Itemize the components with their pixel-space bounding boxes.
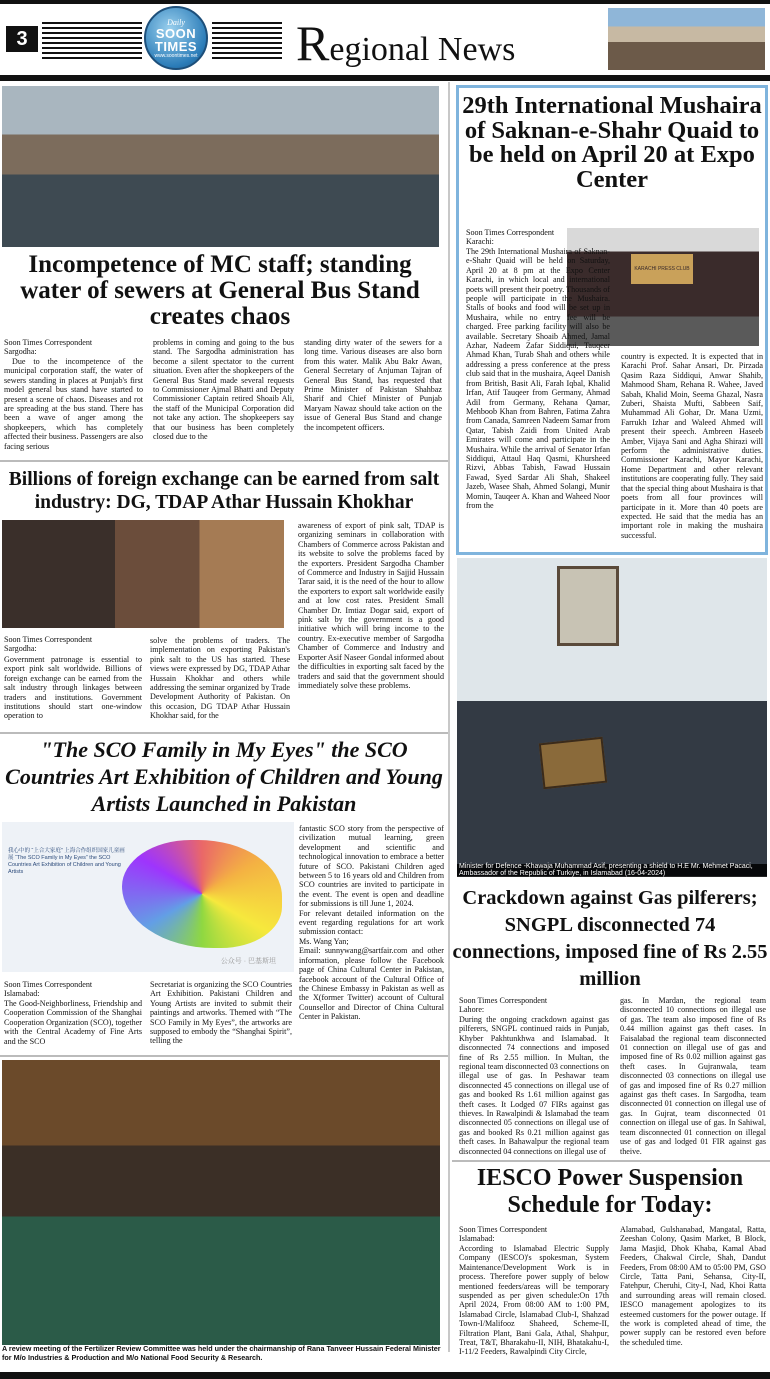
- sco-col-3-para: Email: sunnywang@sartfair.com and other information, please follow the Facebook page of China Cultural Center in Pakistan, facebook account of the Cultural Office of the Chinese Embassy in Pakistan as well as the X(former Twitter) account of Cultural Counsellor and Director of China Cultural Center in Pakistan.: [299, 946, 444, 1022]
- sco-byline-name: Soon Times Correspondent: [4, 980, 93, 989]
- salt-headline: Billions of foreign exchange can be earned from salt industry: DG, TDAP Athar Hussain Khokhar: [8, 469, 440, 513]
- defence-caption: Minister for Defence -Khawaja Muhammad Asif, presenting a shield to H.E Mr. Mehmet Pacaci, Ambassador of the Republic of Turkiye, in Islamabad (16-04-2024): [457, 864, 767, 877]
- logo-small-text: Daily: [167, 18, 185, 27]
- sco-byline-place: Islamabad:: [4, 989, 40, 999]
- mushaira-col-2: country is expected. It is expected that in Karachi Prof. Sahar Ansari, Dr. Pirzada Qasim Raza Siddiqui, Anwar Shahib, Mahmood Sham, Rehana R. Wahee, Javed Sabah, Khalid Moin, Seema Ghazal, Nasra Zuberi, Shaista Mufti, Sabbeen Saif, Muhammad Ali Gohar, Dr. Mana Uzmi, Farrukh Izhar and Waleed Ahmed will present their speech. Ambreen Haseeb Amber, Vijaya Sani and Agha Shirazi will perform the administrative duties. Commissioner Karachi, Mayor Karachi, Home Department and other relevant institutions are cooperating fully. They said that the special thing about Mushaira is that poets from all four provinces will participate in it. More than 40 poets are expected. He said that the media has an important role in making the mushaira successful.: [621, 352, 763, 540]
- sco-headline: "The SCO Family in My Eyes" the SCO Countries Art Exhibition of Children and Young Artists Launched in Pakistan: [5, 737, 443, 816]
- gas-byline: [459, 996, 609, 1015]
- poster-artwork: [122, 840, 282, 948]
- mushaira-byline: [466, 228, 566, 247]
- salt-byline-place: Sargodha:: [4, 644, 37, 654]
- sco-col-3-para: For relevant detailed information on the event regarding regulations for art work submission contact:: [299, 908, 444, 937]
- column-divider: [448, 82, 450, 1352]
- mc-headline: Incompetence of MC staff; standing water of sewers at General Bus Stand creates chaos: [20, 251, 420, 330]
- logo-url: www.soontimes.net: [154, 53, 198, 59]
- section-title-rest: egional News: [329, 31, 516, 68]
- mushaira-headline: 29th International Mushaira of Saknan-e-Shahr Quaid to be held on April 20 at Expo Center: [462, 92, 762, 193]
- sco-col-3: [299, 824, 444, 1022]
- salt-col-3: awareness of export of pink salt, TDAP is organizing seminars in collaboration with Chambers of Commerce across Pakistan and its website to solve the problems faced by the exporters. President Sargodha Chamber of Commerce and Industry in Sajjid Hussain Tarar said, it is the need of the hour to allow the exporters to export salt worldwide easily and at low cost rates. President Small Chamber Dr. Imtiaz Dogar said, export of pink salt by the government is a good initiative which will bring income to the country. Ex-executive member of Sargodha Chamber of Commerce and Industry and Exporter Asif Naseer Gondal informed about the difficulties in exporting salt faced by the traders and said that the government should immediately solve these problems.: [298, 521, 444, 690]
- fertilizer-meeting-photo: [2, 1060, 440, 1345]
- gas-headline: Crackdown against Gas pilferers; SNGPL disconnected 74 connections, imposed fine of Rs 2.55 million: [452, 887, 768, 990]
- defence-minister-shield-photo: [457, 558, 767, 876]
- top-rule: [0, 0, 770, 4]
- mushaira-byline-name: Soon Times Correspondent: [466, 228, 555, 237]
- press-club-banner: KARACHI PRESS CLUB: [631, 254, 693, 284]
- gas-col-2: gas. In Mardan, the regional team disconnected 10 connections on illegal use of gas. The team also imposed fine of Rs 0.44 million against gas theft cases. In Faisalabad the regional team disconnected 01 connection on illegal use of gas and imposed fine of Rs 0.02 million against gas theft cases. In Gujranwala, team disconnected 03 connections on illegal use of gas and imposed fine of Rs 0.27 million against gas theft cases. In Sargodha, team disconnected 01 connection on illegal use of gas. In Gujrat, team disconnected 01 connection on illegal use of gas. In Sahiwal, team disconnected 01 connection on illegal use of gas and lodged 01 FIR against gas theive.: [620, 996, 766, 1156]
- section-divider: [0, 1055, 448, 1057]
- iesco-col-1: According to Islamabad Electric Supply Company (IESCO)'s spokesman, System Maintenance/Development Work is in process. Therefore power supply of below mentioned feeders/areas will be temporary suspended as per given schedule:On 17th April 2024, From 08:00 AM to 1:00 PM, Islamabad Circle, Islamabad Club-I, Shahzad Town-I/Malifooz Shaheed, Scheme-II, Filtration Plant, Bani Gala, Athal, Shahpur, Treat, T&T, Bharakahu-II, NIH, Bhatakahu-I, I-11/2 Feeders, Rawalpindi City Circle,: [459, 1244, 609, 1357]
- sco-col-1: The Good-Neighborliness, Friendship and Cooperation Commission of the Shanghai Cooperation Organization (SCO), together with the Central Academy of Fine Arts and the SCO: [4, 999, 142, 1046]
- iesco-col-2: Alamabad, Gulshanabad, Mangatal, Ratta, Zeeshan Colony, Qasim Market, B Block, Jama Masjid, Dhok Khaba, Kamal Abad Feeders, Chakwal Circle, Shah, Dandut Feeders, From 08:00 AM to 05:00 PM, GSO Circle, Tatta Pani, Sehansa, City-II, Fatehpur, Cheruhi, City-I, Nad, Khoi Ratta and surrounding areas will remain closed. IESCO management apologizes to its esteemed customers for the power outage. If the work is completed ahead of time, the power supply can be restored even before the scheduled time.: [620, 1225, 766, 1347]
- section-divider: [452, 1160, 770, 1162]
- logo-name: SOON TIMES: [154, 26, 198, 54]
- sco-col-3-para: Ms. Wang Yan;: [299, 936, 349, 946]
- salt-byline: [4, 635, 144, 654]
- masthead-stripes-left: [42, 22, 142, 62]
- meeting-caption: A review meeting of the Fertilizer Review Committee was held under the chairmanship of Rana Tanveer Hussain Federal Minister for M/o Industries & Production and M/o National Food Security & Research.: [2, 1344, 441, 1362]
- newspaper-logo[interactable]: [144, 6, 208, 70]
- gas-col-1: During the ongoing crackdown against gas pilferers, SNGPL continued raids in Punjab, Khyber Pakhtunkhwa and Islamabad. It disconnected 74 connections and imposed fine of Rs 2.55 million. In Multan, the regional team disconnected 03 connections on illegal use of gas. In Peshawar team disconnected 45 connections on illegal use of gas and booked Rs 1.61 million against gas theft cases. It Lodged 07 FIRs against gas thieves. In Rawalpindi & Islamabad the team disconnected 05 connections on illegal use of gas and booked Rs 0.21 million against gas theft cases. In Bahawalpur the regional team disconnected 04 connections on illegal use of: [459, 1015, 609, 1156]
- flooded-bus-stand-photo: [2, 86, 439, 247]
- tdap-seminar-photo: [2, 520, 284, 628]
- section-divider: [0, 460, 448, 462]
- mc-col-3: standing dirty water of the sewers for a long time. Various diseases are also born from this water. Malik Abu Bakr Awan, General Secretary of Anjuman Tajran of General Bus Stand, has requested that Prime Minister of Pakistan Shahbaz Sharif and Chief Minister of Punjab Maryam Nawaz should take action on the issue of General Bus Stand and change the incompetent officers.: [304, 338, 442, 432]
- mc-col-2: problems in coming and going to the bus stand. The Sargodha administration has become a silent spectator to the current situation. Even after the shopkeepers of the General Bus Stand made several requests to Commissioner Ajmal Bhatti and Deputy Commissioner Captain retired Shoaib Ali, the staff of the Municipal Corporation did not take any action. The shopkeepers say that our business has been completely closed due to the: [153, 338, 294, 442]
- mc-col-1: Due to the incompetence of the municipal corporation staff, the water of sewers standing in places at Punjab's first model general bus stand have started to present a scene of chaos. Diseases and rot are spreading at the bus stand. There has been a wave of anger among the shopkeepers, which has completely affected their business. Passengers are also facing serious: [4, 357, 143, 451]
- sco-byline: [4, 980, 144, 999]
- iesco-byline-place: Islamabad:: [459, 1234, 495, 1244]
- bottom-rule: [0, 1372, 770, 1379]
- mushaira-byline-place: Karachi:: [466, 237, 494, 247]
- page-number: 3: [6, 26, 38, 52]
- mushaira-col-1: The 29th International Mushaira of Saknan-e-Shahr Quaid will be held on Saturday, April 20 at 8 pm at the Expo Center Karachi, in which local and international poets will present their poetry. Thousands of people will participate in the Mushaira. Stalls of books and food will be set up in Mushaira, while no entry fee will be charged. Free parking facility will also be available. Secretary Shoaib Ahmed, Jamal Azhar, Nadeem Zafar Siddiqui, Tauqeer Ahmad Khan, Turab Shah and others while addressing a press conference at the press club said that in the mushaira, Aqeel Danish from British, Basit Ali, Farah Iqbal, Khalid Irfan, Atif Tauqeer from Germany, Ahmad Adil from Germany, Rehana Qamar, Mehboob Khan from Bahren, Fatima Zahra from Canada, Samreen Nadeem Samar from Qatar, Tabish Zaidi from United Arab Emirates will come and participate in the Mushaira. While the arrival of Senator Irfan Siddiqui, Attaul Haq Qasmi, Khursheed Rizvi, Abbas Tabish, Fawad Hussain Fawad, Syed Sardar Ali Shah, Shakeel Jazeb, Wasee Shah, Ahmed Solangi, Munir Momin, Tauqeer A. Khan and Waheed Noor from the: [466, 247, 610, 510]
- masthead-rule: [0, 75, 770, 81]
- iesco-byline-name: Soon Times Correspondent: [459, 1225, 548, 1234]
- salt-byline-name: Soon Times Correspondent: [4, 635, 93, 644]
- mc-byline-name: Soon Times Correspondent: [4, 338, 93, 347]
- poster-watermark: 公众号 · 巴基斯坦: [220, 958, 276, 965]
- section-title: [296, 14, 515, 72]
- iesco-headline: IESCO Power Suspension Schedule for Today:: [476, 1165, 744, 1218]
- gas-byline-place: Lahore:: [459, 1005, 485, 1015]
- salt-col-1: Government patronage is essential to export pink salt worldwide. Billions of foreign exchange can be earned from the salt industry through linkages between traders and institutions. Government institutions should start one-window operation to: [4, 655, 142, 721]
- sco-col-3-para: fantastic SCO story from the perspective of civilization mutual learning, green development and scientific and technological innovation to embrace a better future of SCO. Pakistani Children aged between 5 to 16 years old and Children from SCO countries are invited to participate in the event. The event is open and deadline for submissions is till June 1, 2024.: [299, 824, 444, 909]
- sco-exhibition-poster: [2, 822, 294, 972]
- commemorative-shield: [539, 737, 607, 789]
- masthead-stripes-right: [212, 22, 282, 62]
- sco-col-2: Secretariat is organizing the SCO Countries Art Exhibition. Pakistani Children and Young Artists are invited to submit their paintings and artworks. Themed with “The SCO Family in My Eyes”, the artworks are supposed to embody the “Shanghai Spirit”, telling the: [150, 980, 292, 1046]
- mc-byline-place: Sargodha:: [4, 347, 37, 357]
- portrait-frame: [557, 566, 619, 646]
- section-title-initial: R: [296, 15, 330, 71]
- poster-text: 我心中的 “上合大家庭” 上海合作组织国家儿童画展 “The SCO Family in My Eyes” the SCO Countries Art Exhibition of Children and Young Artists: [8, 848, 125, 875]
- gas-byline-name: Soon Times Correspondent: [459, 996, 548, 1005]
- masthead-photo: [608, 8, 765, 70]
- mc-byline: [4, 338, 144, 357]
- salt-col-2: solve the problems of traders. The implementation on exporting Pakistan's pink salt to the US has started. These views were expressed by DG, TDAP Athar Hussain Khokhar and others while addressing the seminar organized by Trade Development Authority of Pakistan. On this occasion, DG TDAP Athar Hussain Khokhar said, for the: [150, 636, 290, 721]
- section-divider: [0, 732, 448, 734]
- iesco-byline: [459, 1225, 609, 1244]
